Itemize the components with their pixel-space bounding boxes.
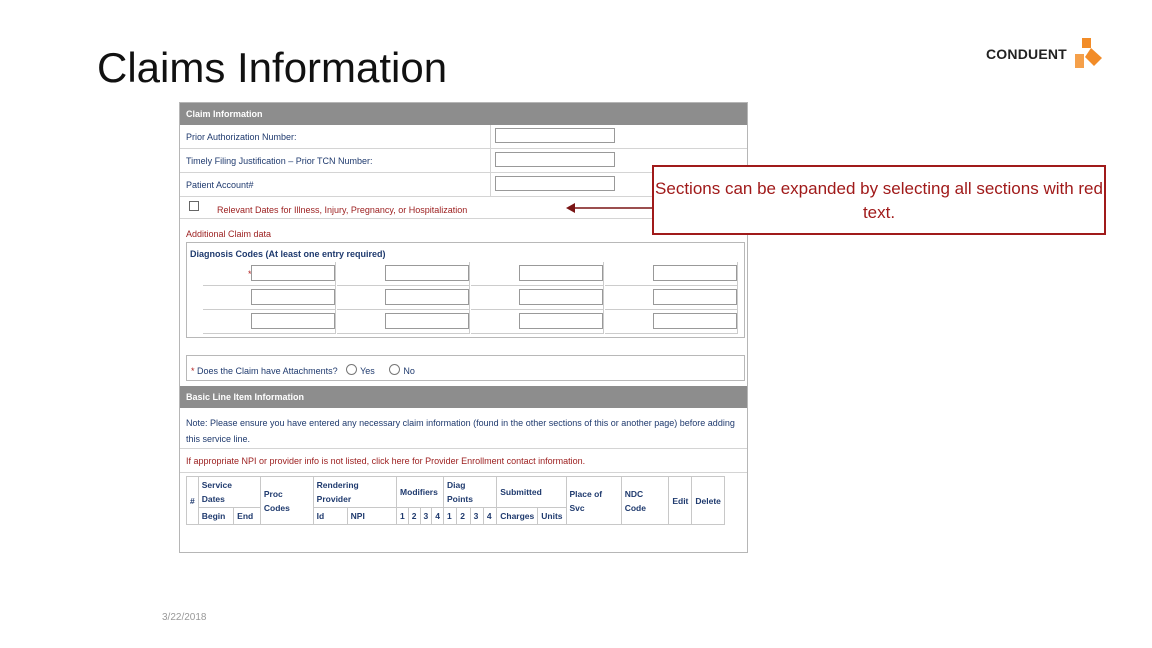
- callout-box: Sections can be expanded by selecting all sections with red text.: [652, 165, 1106, 235]
- col-rendering-provider: Rendering Provider: [313, 477, 396, 508]
- col-diag-4: 4: [483, 508, 496, 525]
- diagnosis-cell-e: [203, 286, 336, 310]
- col-delete: Delete: [692, 477, 725, 525]
- diagnosis-input-f[interactable]: [385, 289, 469, 305]
- col-modifier-4: 4: [432, 508, 444, 525]
- provider-enrollment-link[interactable]: If appropriate NPI or provider info is not listed, click here for Provider Enrollment contact information.: [186, 456, 586, 466]
- diagnosis-cell-g: [471, 286, 604, 310]
- diagnosis-input-a[interactable]: [251, 265, 335, 281]
- diagnosis-input-l[interactable]: [653, 313, 737, 329]
- col-edit: Edit: [669, 477, 692, 525]
- slide-title: Claims Information: [97, 44, 448, 91]
- required-asterisk: *: [191, 366, 195, 376]
- col-npi: NPI: [347, 508, 396, 525]
- patient-account-label: Patient Account#: [186, 180, 254, 190]
- footer-date: 3/22/2018: [162, 612, 207, 623]
- col-modifier-2: 2: [408, 508, 420, 525]
- col-diag-3: 3: [470, 508, 483, 525]
- diagnosis-cell-f: [337, 286, 470, 310]
- prior-authorization-row: [180, 125, 747, 149]
- prior-authorization-input[interactable]: [495, 128, 615, 143]
- callout-arrow-icon: [565, 201, 655, 215]
- diagnosis-input-k[interactable]: [519, 313, 603, 329]
- col-id: Id: [313, 508, 347, 525]
- diagnosis-codes-title: Diagnosis Codes (At least one entry required): [190, 249, 386, 259]
- diagnosis-input-c[interactable]: [519, 265, 603, 281]
- diagnosis-input-d[interactable]: [653, 265, 737, 281]
- diagnosis-cell-j: [337, 310, 470, 334]
- diagnosis-input-b[interactable]: [385, 265, 469, 281]
- attachments-yes-label: Yes: [360, 366, 375, 376]
- attachments-yes-radio[interactable]: [346, 364, 357, 375]
- diagnosis-cell-l: [605, 310, 738, 334]
- timely-filing-input[interactable]: [495, 152, 615, 167]
- diagnosis-input-i[interactable]: [251, 313, 335, 329]
- attachments-no-radio[interactable]: [389, 364, 400, 375]
- diagnosis-cell-b: [337, 262, 470, 286]
- col-charges: Charges: [497, 508, 538, 525]
- col-ndc-code: NDC Code: [621, 477, 669, 525]
- col-diag-1: 1: [443, 508, 456, 525]
- col-proc-codes: Proc Codes: [260, 477, 313, 525]
- relevant-dates-link[interactable]: Relevant Dates for Illness, Injury, Pregnancy, or Hospitalization: [217, 205, 468, 215]
- attachments-box: [186, 355, 745, 381]
- diagnosis-cell-i: [203, 310, 336, 334]
- diagnosis-cell-a: [203, 262, 336, 286]
- col-submitted: Submitted: [497, 477, 566, 508]
- col-modifiers: Modifiers: [397, 477, 444, 508]
- claim-information-header: Claim Information: [180, 103, 747, 125]
- col-diag-2: 2: [457, 508, 470, 525]
- col-service-dates: Service Dates: [198, 477, 260, 508]
- basic-line-item-header: Basic Line Item Information: [180, 386, 747, 408]
- col-end: End: [234, 508, 261, 525]
- line-item-note: Note: Please ensure you have entered any necessary claim information (found in the other sections of this or another page) before adding this service line.: [186, 418, 735, 444]
- service-line-table: [186, 476, 725, 525]
- diagnosis-cell-h: [605, 286, 738, 310]
- required-asterisk: *: [247, 269, 252, 279]
- diagnosis-input-j[interactable]: [385, 313, 469, 329]
- attachments-no-label: No: [403, 366, 415, 376]
- diagnosis-input-h[interactable]: [653, 289, 737, 305]
- col-modifier-3: 3: [420, 508, 432, 525]
- diagnosis-cell-c: [471, 262, 604, 286]
- col-begin: Begin: [198, 508, 233, 525]
- col-modifier-1: 1: [397, 508, 409, 525]
- additional-claim-data-link[interactable]: Additional Claim data: [186, 229, 272, 239]
- diagnosis-cell-k: [471, 310, 604, 334]
- col-units: Units: [538, 508, 566, 525]
- diagnosis-cell-d: [605, 262, 738, 286]
- timely-filing-label: Timely Filing Justification – Prior TCN Number:: [186, 156, 373, 166]
- conduent-logo: [986, 38, 1105, 70]
- col-place-of-svc: Place of Svc: [566, 477, 621, 525]
- patient-account-input[interactable]: [495, 176, 615, 191]
- brand-name: CONDUENT: [986, 46, 1067, 62]
- relevant-dates-checkbox[interactable]: [189, 201, 199, 211]
- prior-authorization-label: Prior Authorization Number:: [186, 132, 297, 142]
- col-diag-points: Diag Points: [443, 477, 496, 508]
- attachments-question: Does the Claim have Attachments?: [197, 366, 338, 376]
- conduent-logo-icon: [1072, 38, 1105, 70]
- diagnosis-input-g[interactable]: [519, 289, 603, 305]
- diagnosis-input-e[interactable]: [251, 289, 335, 305]
- col-hash: #: [187, 477, 199, 525]
